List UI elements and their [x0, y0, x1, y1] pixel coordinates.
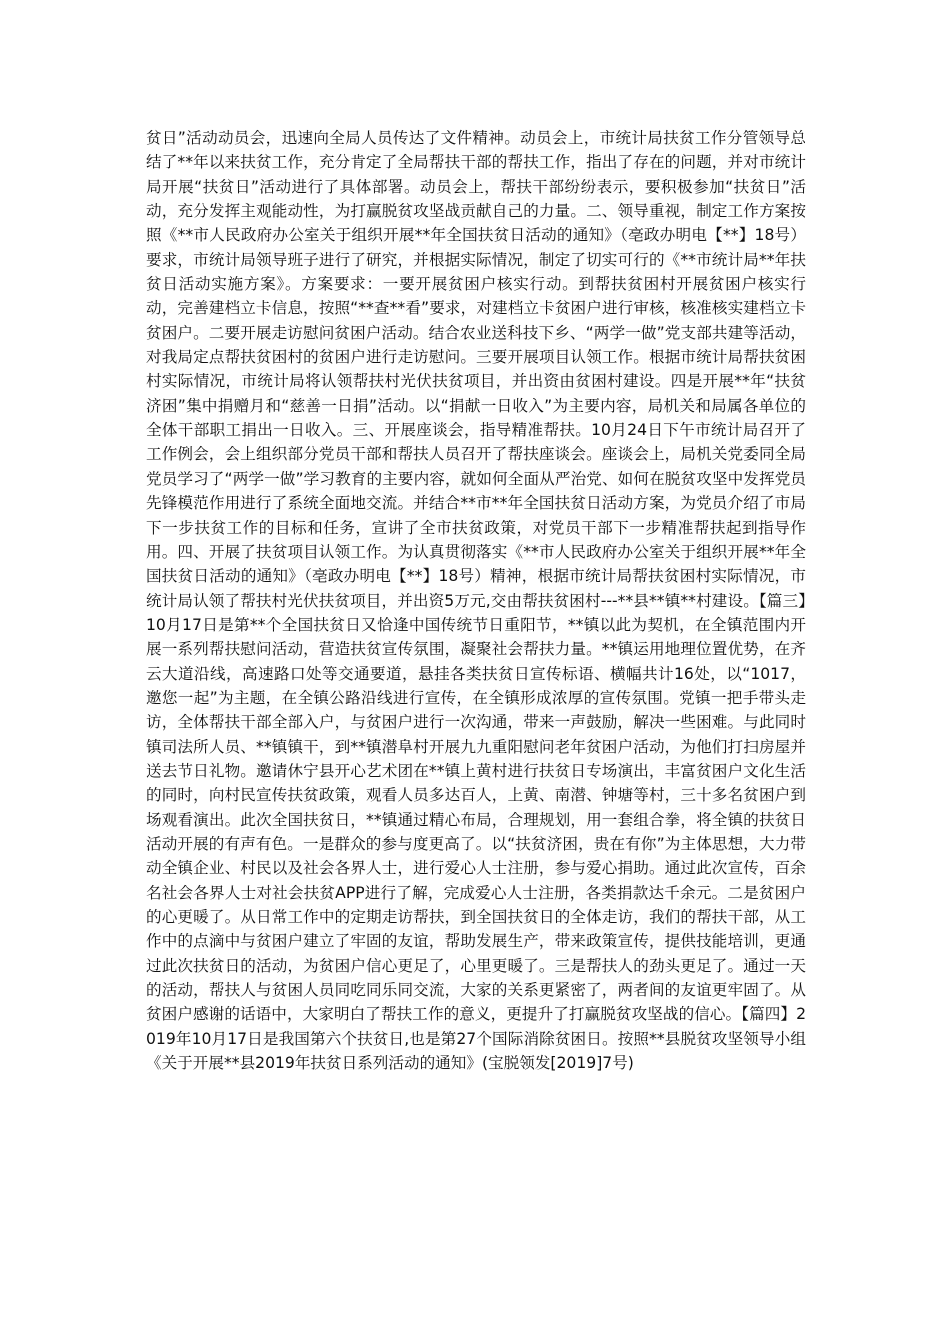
body-paragraph: 贫日”活动动员会，迅速向全局人员传达了文件精神。动员会上，市统计局扶贫工作分管领导总结了**年以来扶贫工作，充分肯定了全局帮扶干部的帮扶工作，指出了存在的问题，并对市统计局开展“扶贫日”活动进行了具体部署。动员会上，帮扶干部纷纷表示，要积极参加“扶贫日”活动，充分发挥主观能动性，为打赢脱贫攻坚战贡献自己的力量。二、领导重视，制定工作方案按照《**市人民政府办公室关于组织开展**年全国扶贫日活动的通知》（亳政办明电【**】18号）要求，市统计局领导班子进行了研究，并根据实际情况，制定了切实可行的《**市统计局**年扶贫日活动实施方案》。方案要求：一要开展贫困户核实行动。到帮扶贫困村开展贫困户核实行动，完善建档立卡信息，按照“**查**看”要求，对建档立卡贫困户进行审核，核准核实建档立卡贫困户。二要开展走访慰问贫困户活动。结合农业送科技下乡、“两学一做”党支部共建等活动，对我局定点帮扶贫困村的贫困户进行走访慰问。三要开展项目认领工作。根据市统计局帮扶贫困村实际情况，市统计局将认领帮扶村光伏扶贫项目，并出资由贫困村建设。四是开展**年“扶贫济困”集中捐赠月和“慈善一日捐”活动。以“捐献一日收入”为主要内容，局机关和局属各单位的全体干部职工捐出一日收入。三、开展座谈会，指导精准帮扶。10月24日下午市统计局召开了工作例会，会上组织部分党员干部和帮扶人员召开了帮扶座谈会。座谈会上，局机关党委同全局党员学习了“两学一做”学习教育的主要内容，就如何全面从严治党、如何在脱贫攻坚中发挥党员先锋模范作用进行了系统全面地交流。并结合**市**年全国扶贫日活动方案，为党员介绍了市局下一步扶贫工作的目标和任务，宣讲了全市扶贫政策，对党员干部下一步精准帮扶起到指导作用。四、开展了扶贫项目认领工作。为认真贯彻落实《**市人民政府办公室关于组织开展**年全国扶贫日活动的通知》（亳政办明电【**】18号）精神，根据市统计局帮扶贫困村实际情况，市统计局认领了帮扶村光伏扶贫项目，并出资5万元,交由帮扶贫困村---**县**镇**村建设。【篇三】10月17日是第**个全国扶贫日又恰逢中国传统节日重阳节，**镇以此为契机，在全镇范围内开展一系列帮扶慰问活动，营造扶贫宣传氛围，凝聚社会帮扶力量。**镇运用地理位置优势，在齐云大道沿线，高速路口处等交通要道，悬挂各类扶贫日宣传标语、横幅共计16处，以“1017，邀您一起”为主题，在全镇公路沿线进行宣传，在全镇形成浓厚的宣传氛围。党镇一把手带头走访，全体帮扶干部全部入户，与贫困户进行一次沟通，带来一声鼓励，解决一些困难。与此同时镇司法所人员、**镇镇干，到**镇潜阜村开展九九重阳慰问老年贫困户活动，为他们打扫房屋并送去节日礼物。邀请休宁县开心艺术团在**镇上黄村进行扶贫日专场演出，丰富贫困户文化生活的同时，向村民宣传扶贫政策，观看人员多达百人，上黄、南潜、钟塘等村，三十多名贫困户到场观看演出。此次全国扶贫日，**镇通过精心布局，合理规划，用一套组合拳，将全镇的扶贫日活动开展的有声有色。一是群众的参与度更高了。以“扶贫济困，贵在有你”为主体思想，大力带动全镇企业、村民以及社会各界人士，进行爱心人士注册，参与爱心捐助。通过此次宣传，百余名社会各界人士对社会扶贫APP进行了解，完成爱心人士注册，各类捐款达千余元。二是贫困户的心更暖了。从日常工作中的定期走访帮扶，到全国扶贫日的全体走访，我们的帮扶干部，从工作中的点滴中与贫困户建立了牢固的友谊，帮助发展生产，带来政策宣传，提供技能培训，更通过此次扶贫日的活动，为贫困户信心更足了，心里更暖了。三是帮扶人的劲头更足了。通过一天的活动，帮扶人与贫困人员同吃同乐同交流，大家的关系更紧密了，两者间的友谊更牢固了。从贫困户感谢的话语中，大家明白了帮扶工作的意义，更提升了打赢脱贫攻坚战的信心。【篇四】2019年10月17日是我国第六个扶贫日,也是第27个国际消除贫困日。按照**县脱贫攻坚领导小组《关于开展**县2019年扶贫日系列活动的通知》(宝脱领发[2019]7号) [146, 129, 806, 1073]
